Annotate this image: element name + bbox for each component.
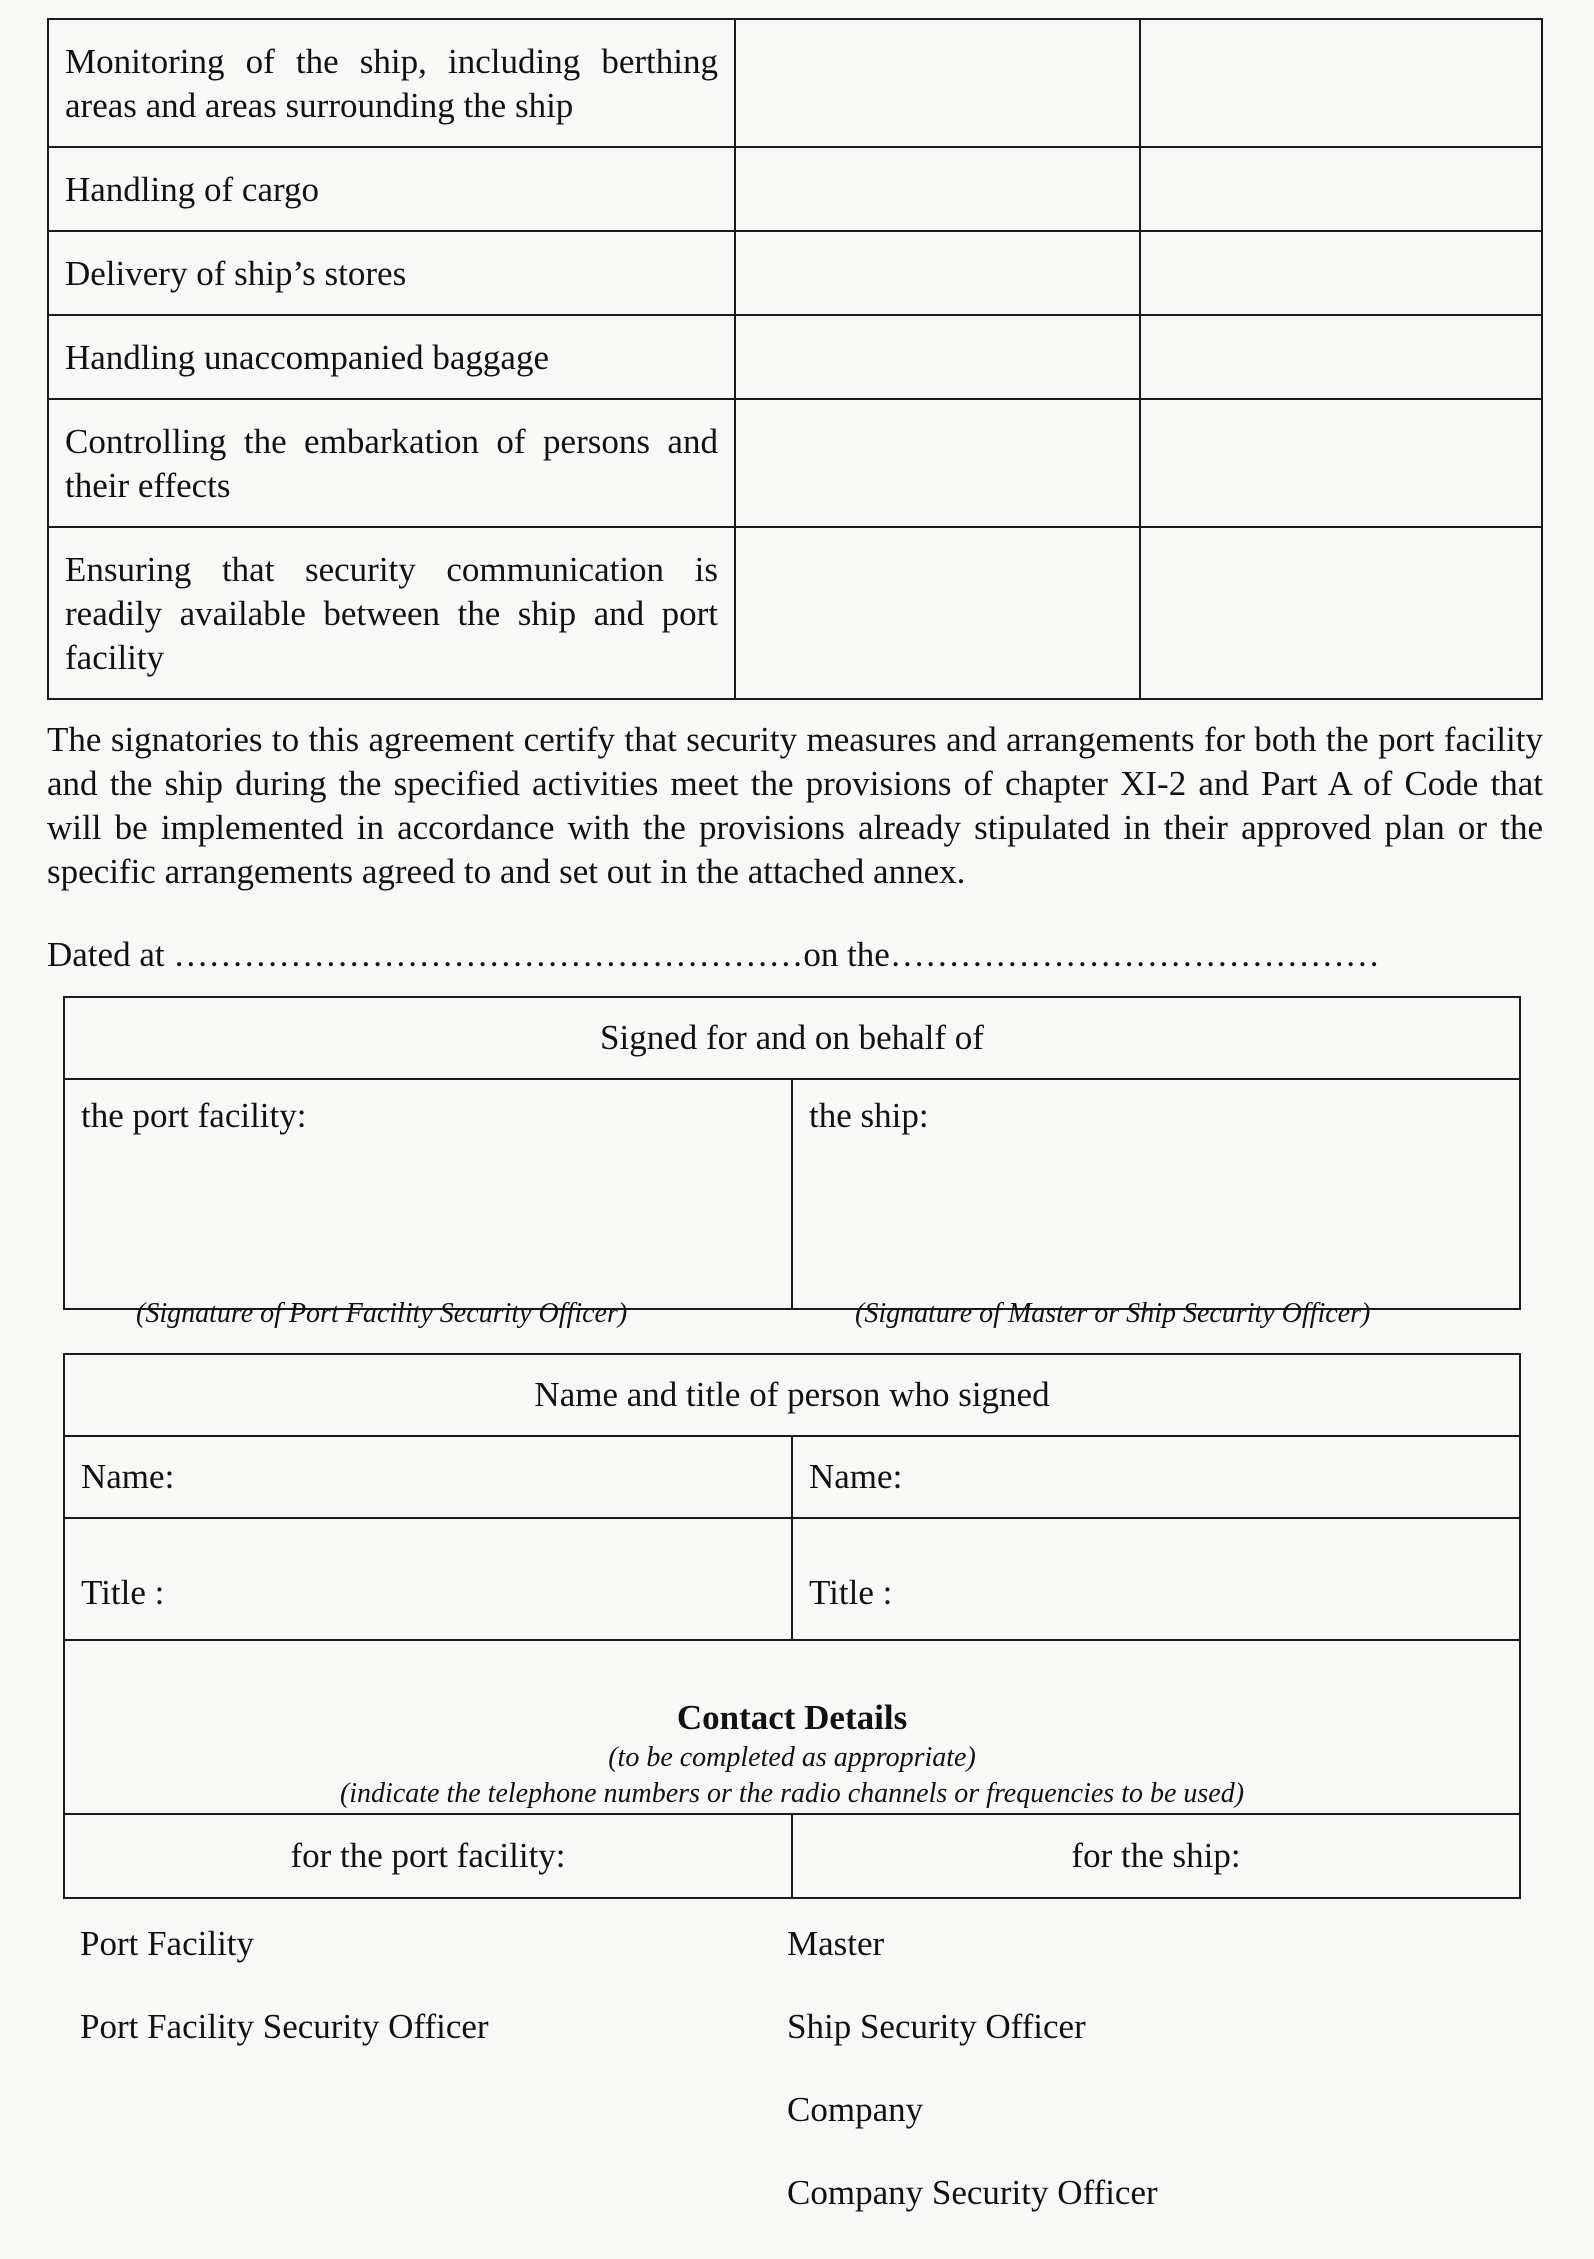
activity-label: Handling unaccompanied baggage bbox=[48, 315, 735, 399]
for-ship-header: for the ship: bbox=[792, 1814, 1520, 1898]
contact-details-instructions: (indicate the telephone numbers or the radio channels or frequencies to be used) bbox=[339, 1778, 1245, 1809]
name-label: Name: bbox=[81, 1457, 175, 1496]
table-row bbox=[48, 147, 1542, 231]
dated-line[interactable]: Dated at ………………………………………………on the…………………………………… bbox=[47, 935, 1380, 974]
ship-cell[interactable] bbox=[1140, 231, 1542, 315]
title-label: Title : bbox=[81, 1573, 165, 1612]
ship-cell[interactable] bbox=[1140, 315, 1542, 399]
contact-details-header bbox=[64, 1640, 1520, 1814]
name-label: Name: bbox=[809, 1457, 903, 1496]
ship-cell[interactable] bbox=[1140, 147, 1542, 231]
table-row bbox=[48, 19, 1542, 147]
port-title-field[interactable] bbox=[64, 1518, 792, 1640]
activity-label: Delivery of ship’s stores bbox=[48, 231, 735, 315]
port-facility-cell[interactable] bbox=[735, 399, 1141, 527]
ship-cell[interactable] bbox=[1140, 399, 1542, 527]
contact-sso: Ship Security Officer bbox=[787, 2007, 1086, 2046]
ship-label: the ship: bbox=[809, 1096, 929, 1135]
port-facility-cell[interactable] bbox=[735, 527, 1141, 699]
ship-title-field[interactable] bbox=[792, 1518, 1520, 1640]
for-port-facility-header: for the port facility: bbox=[64, 1814, 792, 1898]
ship-name-field[interactable] bbox=[792, 1436, 1520, 1518]
names-table bbox=[63, 1353, 1521, 1899]
port-facility-cell[interactable] bbox=[735, 147, 1141, 231]
activity-label: Ensuring that security communication is readily available between the ship and port facility bbox=[48, 527, 735, 699]
port-facility-cell[interactable] bbox=[735, 315, 1141, 399]
signature-table bbox=[63, 996, 1521, 1310]
names-header: Name and title of person who signed bbox=[64, 1354, 1520, 1436]
contact-company: Company bbox=[787, 2090, 924, 2129]
port-facility-cell[interactable] bbox=[735, 19, 1141, 147]
port-facility-cell[interactable] bbox=[735, 231, 1141, 315]
contact-cso: Company Security Officer bbox=[787, 2173, 1158, 2212]
signed-header: Signed for and on behalf of bbox=[64, 997, 1520, 1079]
port-name-field[interactable] bbox=[64, 1436, 792, 1518]
ship-cell[interactable] bbox=[1140, 19, 1542, 147]
table-row bbox=[48, 315, 1542, 399]
contact-port-facility: Port Facility bbox=[80, 1924, 255, 1963]
table-row bbox=[48, 527, 1542, 699]
port-signature-caption: (Signature of Port Facility Security Officer) bbox=[136, 1298, 628, 1329]
activity-label: Controlling the embarkation of persons and their effects bbox=[48, 399, 735, 527]
activities-table bbox=[47, 18, 1543, 700]
contact-details-subtitle: (to be completed as appropriate) bbox=[608, 1742, 976, 1773]
contact-master: Master bbox=[787, 1924, 885, 1963]
port-facility-signature-box[interactable] bbox=[64, 1079, 792, 1309]
title-label: Title : bbox=[809, 1573, 893, 1612]
table-row bbox=[48, 231, 1542, 315]
activity-label: Handling of cargo bbox=[48, 147, 735, 231]
certification-paragraph: The signatories to this agreement certify that security measures and arrangements for both the port facility and the ship during the specified activities meet the provisions of chapter XI-2 and Part A of Code that will be implemented in accordance with the provisions already stipulated in their approved plan or the specific arrangements agreed to and set out in the attached annex. bbox=[47, 720, 1543, 891]
ship-signature-caption: (Signature of Master or Ship Security Officer) bbox=[855, 1298, 1371, 1329]
activity-label: Monitoring of the ship, including berthing areas and areas surrounding the ship bbox=[48, 19, 735, 147]
port-facility-label: the port facility: bbox=[81, 1096, 307, 1135]
ship-cell[interactable] bbox=[1140, 527, 1542, 699]
table-row bbox=[48, 399, 1542, 527]
contact-details-title: Contact Details bbox=[676, 1698, 908, 1737]
ship-signature-box[interactable] bbox=[792, 1079, 1520, 1309]
contact-pfso: Port Facility Security Officer bbox=[80, 2007, 489, 2046]
